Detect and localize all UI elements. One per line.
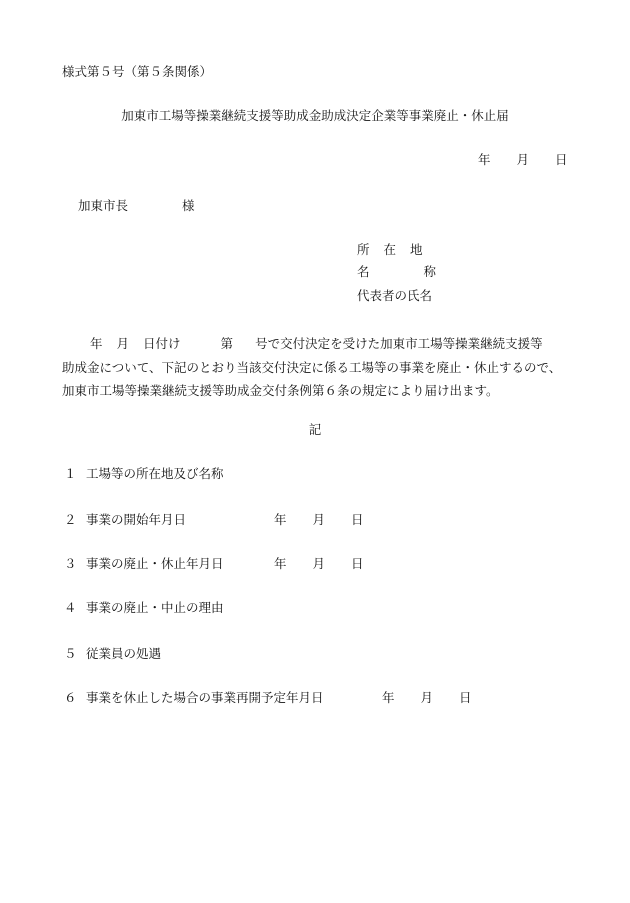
applicant-name-label [357,266,436,279]
date-year: 年 [478,152,491,167]
item-label: 事業を休止した場合の事業再開予定年月日 [86,690,324,705]
item-number: ６ [64,690,77,705]
address-char-2: 在 [383,242,397,257]
item-label: 従業員の処遇 [86,646,162,661]
item-6-date [382,692,472,705]
item-date-month: 月 [312,556,326,571]
body-line-1 [62,332,592,356]
name-char-1: 名 [357,264,370,279]
item-number: ４ [64,600,77,615]
applicant-address-label [357,244,423,257]
notification-body [62,332,592,403]
item-3-date [274,558,364,571]
addressee-honorific: 様 [182,198,195,213]
form-number: 様式第５号（第５条関係） [62,64,213,79]
body-year: 年 [90,336,103,351]
item-date-month: 月 [312,512,326,527]
address-char-3: 地 [410,242,423,257]
item-label: 事業の廃止・休止年月日 [86,556,224,571]
item-2 [64,514,186,527]
item-label: 工場等の所在地及び名称 [86,466,224,481]
item-label: 事業の廃止・中止の理由 [86,600,224,615]
item-6 [64,692,324,705]
item-date-year: 年 [382,690,395,705]
body-month: 月 [116,336,130,351]
body-day-dated: 日付け [143,336,181,351]
body-dai: 第 [220,336,234,351]
item-label: 事業の開始年月日 [86,512,187,527]
item-number: ５ [64,646,77,661]
applicant-representative-label: 代表者の氏名 [357,288,433,303]
submission-date [478,154,568,167]
item-2-date [274,514,364,527]
address-char-1: 所 [357,242,370,257]
name-char-2: 称 [423,264,437,279]
item-4 [64,602,224,615]
date-month: 月 [516,152,530,167]
item-number: ３ [64,556,77,571]
addressee-name: 加東市長 [78,198,129,213]
addressee [78,200,195,213]
item-date-day: 日 [459,690,472,705]
item-number: ２ [64,512,77,527]
item-date-day: 日 [351,512,364,527]
body-line-2: 助成金について、下記のとおり当該交付決定に係る工場等の事業を廃止・休止するので、 [62,359,562,375]
body-line-1-rest: 号で交付決定を受けた加東市工場等操業継続支援等 [255,336,543,351]
ki-heading: 記 [308,422,322,437]
item-3 [64,558,224,571]
item-5 [64,648,161,661]
item-date-day: 日 [351,556,364,571]
body-line-3: 加東市工場等操業継続支援等助成金交付条例第６条の規定により届け出ます。 [62,383,499,398]
item-date-month: 月 [420,690,434,705]
item-date-year: 年 [274,556,287,571]
item-number: １ [64,466,77,481]
item-date-year: 年 [274,512,287,527]
date-day: 日 [555,152,568,167]
item-1 [64,468,224,481]
document-title: 加東市工場等操業継続支援等助成金助成決定企業等事業廃止・休止届 [121,108,509,123]
